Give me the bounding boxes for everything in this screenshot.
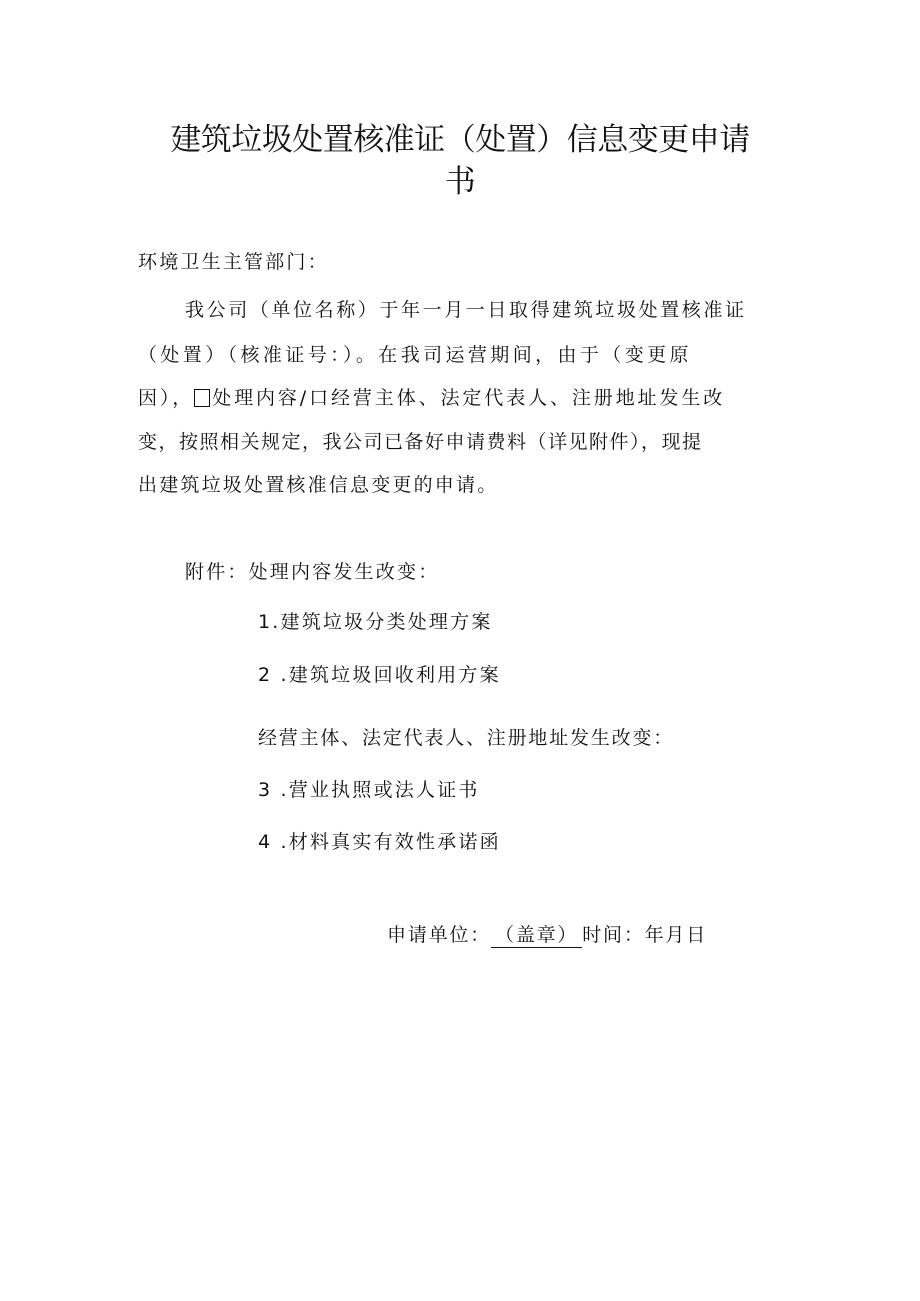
document-title-line-2: 书 [444,164,476,200]
attachment-item-1: 1.建筑垃圾分类处理方案 [258,611,493,633]
signature-line [387,920,707,948]
body-line-3-text: 处理内容/口经营主体、法定代表人、注册地址发生改 [212,387,726,409]
body-line-4: 变，按照相关规定，我公司已备好申请费料（详见附件），现提 [138,431,703,453]
attachments-heading-1: 附件：处理内容发生改变： [185,561,440,583]
checkbox-icon[interactable] [194,389,210,407]
attachment-item-4: 4 .材料真实有效性承诺函 [258,831,501,853]
body-line-5: 出建筑垃圾处置核准信息变更的申请。 [138,474,499,496]
attachment-item-2: 2 .建筑垃圾回收利用方案 [258,664,501,686]
document-title-line-1: 建筑垃圾处置核准证（处置）信息变更申请 [170,122,750,158]
body-line-1 [185,295,782,322]
body-line-3-prefix: 因）， [138,387,195,409]
seal-field[interactable]: （盖章） [491,925,582,948]
signature-time: 时间：年月日 [582,924,708,946]
body-line-3 [138,383,725,410]
body-line-1-text: 我公司（单位名称）于年一月一日取得建筑垃圾处置核准证 [185,299,747,321]
body-line-2: （处置）（核准证号：）。在我司运营期间，由于（变更原 [138,344,692,366]
signature-label: 申请单位： [387,924,492,946]
addressee: 环境卫生主管部门： [138,251,329,273]
attachment-item-3: 3 .营业执照或法人证书 [258,779,480,801]
attachments-heading-2: 经营主体、法定代表人、注册地址发生改变： [258,727,675,749]
